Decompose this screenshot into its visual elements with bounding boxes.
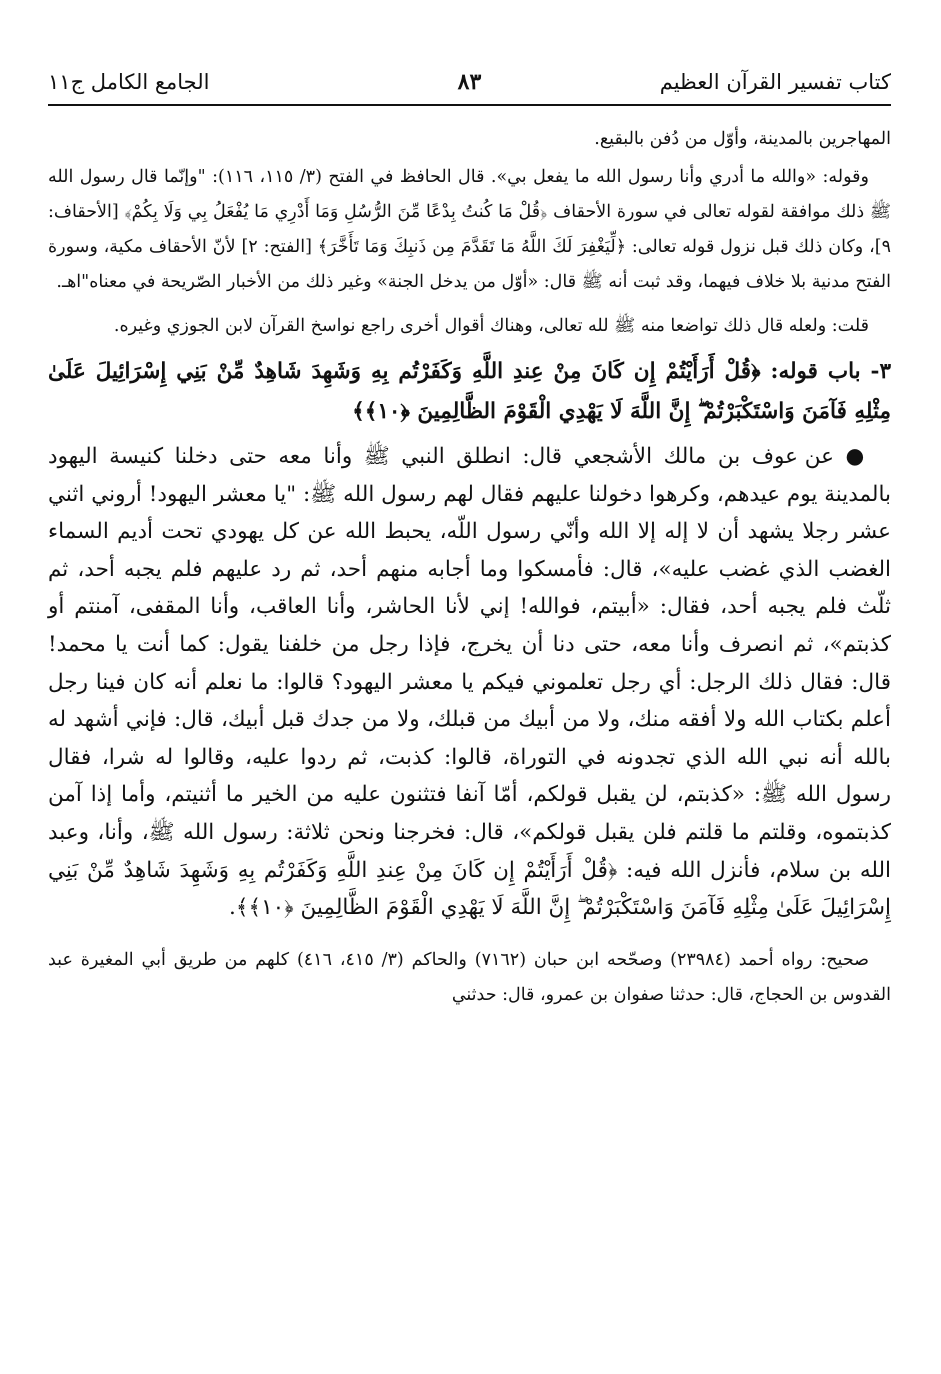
chapter-verse: ﴿قُلْ أَرَأَيْتُمْ إِن كَانَ مِنْ عِندِ اللَّهِ وَكَفَرْتُم بِهِ وَشَهِدَ شَاهِدٌ مِّنْ بَنِي إِسْرَائِيلَ عَلَىٰ مِثْلِهِ فَآمَنَ وَاسْتَكْبَرْتُمْ ۖ إِنَّ اللَّهَ لَا يَهْدِي الْقَوْمَ الظَّالِمِينَ ﴿١٠﴾﴾ [48, 359, 891, 424]
paragraph-note: قلت: ولعله قال ذلك تواضعا منه ﷺ لله تعالى، وهناك أقوال أخرى راجع نواسخ القرآن لابن الجوزي وغيره. [113, 316, 869, 336]
page-number: ٨٣ [457, 69, 482, 95]
page-header [48, 60, 891, 106]
paragraph-commentary: وقوله: «والله ما أدري وأنا رسول الله ما يفعل بي». قال الحافظ في الفتح (٣/ ١١٥، ١١٦): "وإنّما قال رسول الله ﷺ ذلك موافقة لقوله تعالى في سورة الأحقاف ﴿قُلْ مَا كُنتُ بِدْعًا مِّنَ الرُّسُلِ وَمَا أَدْرِي مَا يُفْعَلُ بِي وَلَا بِكُمْ﴾ [الأحقاف: ٩]، وكان ذلك قبل نزول قوله تعالى: ﴿لِّيَغْفِرَ لَكَ اللَّهُ مَا تَقَدَّمَ مِن ذَنبِكَ وَمَا تَأَخَّرَ﴾ [الفتح: ٢] لأنّ الأحقاف مكية، وسورة الفتح مدنية بلا خلاف فيهما، وقد ثبت أنه ﷺ قال: «أوّل من يدخل الجنة» وغير ذلك من الأخبار الصّريحة في معناه"اهـ. [48, 167, 891, 292]
hadith-text: عن عوف بن مالك الأشجعي قال: انطلق النبي ﷺ وأنا معه حتى دخلنا كنيسة اليهود بالمدينة يوم عيدهم، وكرهوا دخولنا عليهم فقال لهم رسول الله ﷺ: "يا معشر اليهود! أروني اثني عشر رجلا يشهد أن لا إله إلا الله وأنّي رسول اللّه، يحبط الله عن كل يهودي تحت أديم السماء الغضب الذي غضب عليه»، قال: فأمسكوا وما أجابه منهم أحد، ثم رد عليهم فلم يجبه أحد، ثم ثلّث فلم يجبه أحد، فقال: «أبيتم، فوالله! إني لأنا الحاشر، وأنا العاقب، وأنا المقفى، آمنتم أو كذبتم»، ثم انصرف وأنا معه، حتى دنا أن يخرج، فإذا رجل من خلفنا يقول: كما أنت يا محمد! قال: فقال ذلك الرجل: أي رجل تعلموني فيكم يا معشر اليهود؟ قالوا: ما نعلم أنه كان فينا رجل أعلم بكتاب الله ولا أفقه منك، ولا من أبيك من قبلك، ولا من جدك قبل أبيك، قال: فإني أشهد له بالله أنه نبي الله الذي تجدونه في التوراة، قالوا: كذبت، ثم ردوا عليه، وقالوا له شرا، فقال رسول الله ﷺ: «كذبتم، لن يقبل قولكم، أمّا آنفا فتثنون عليه من الخير ما أثنيتم، وأما إذا آمن كذبتموه، وقلتم ما قلتم فلن يقبل قولكم»، قال: فخرجنا ونحن ثلاثة: رسول الله ﷺ، وأنا، وعبد الله بن سلام، فأنزل الله فيه: ﴿قُلْ أَرَأَيْتُمْ إِن كَانَ مِنْ عِندِ اللَّهِ وَكَفَرْتُم بِهِ وَشَهِدَ شَاهِدٌ مِّنْ بَنِي إِسْرَائِيلَ عَلَىٰ مِثْلِهِ فَآمَنَ وَاسْتَكْبَرْتُمْ ۖ إِنَّ اللَّهَ لَا يَهْدِي الْقَوْمَ الظَّالِمِينَ ﴿١٠﴾﴾. [48, 444, 891, 921]
chapter-heading [48, 352, 891, 432]
page-body [48, 122, 891, 1013]
book-title: كتاب تفسير القرآن العظيم [659, 70, 891, 94]
paragraph-takhrij: صحيح: رواه أحمد (٢٣٩٨٤) وصحّحه ابن حبان (٧١٦٢) والحاكم (٣/ ٤١٥، ٤١٦) كلهم من طريق أبي المغيرة عبد القدوس بن الحجاج، قال: حدثنا صفوان بن عمرو، قال: حدثني [48, 949, 891, 1005]
bullet-icon: ● [845, 444, 869, 469]
paragraph-continuation: المهاجرين بالمدينة، وأوّل من دُفن بالبقيع. [594, 129, 891, 149]
volume-label: الجامع الكامل ج١١ [48, 70, 210, 94]
chapter-label: ٣- باب قوله: [770, 359, 891, 384]
paragraph-hadith [48, 438, 891, 927]
